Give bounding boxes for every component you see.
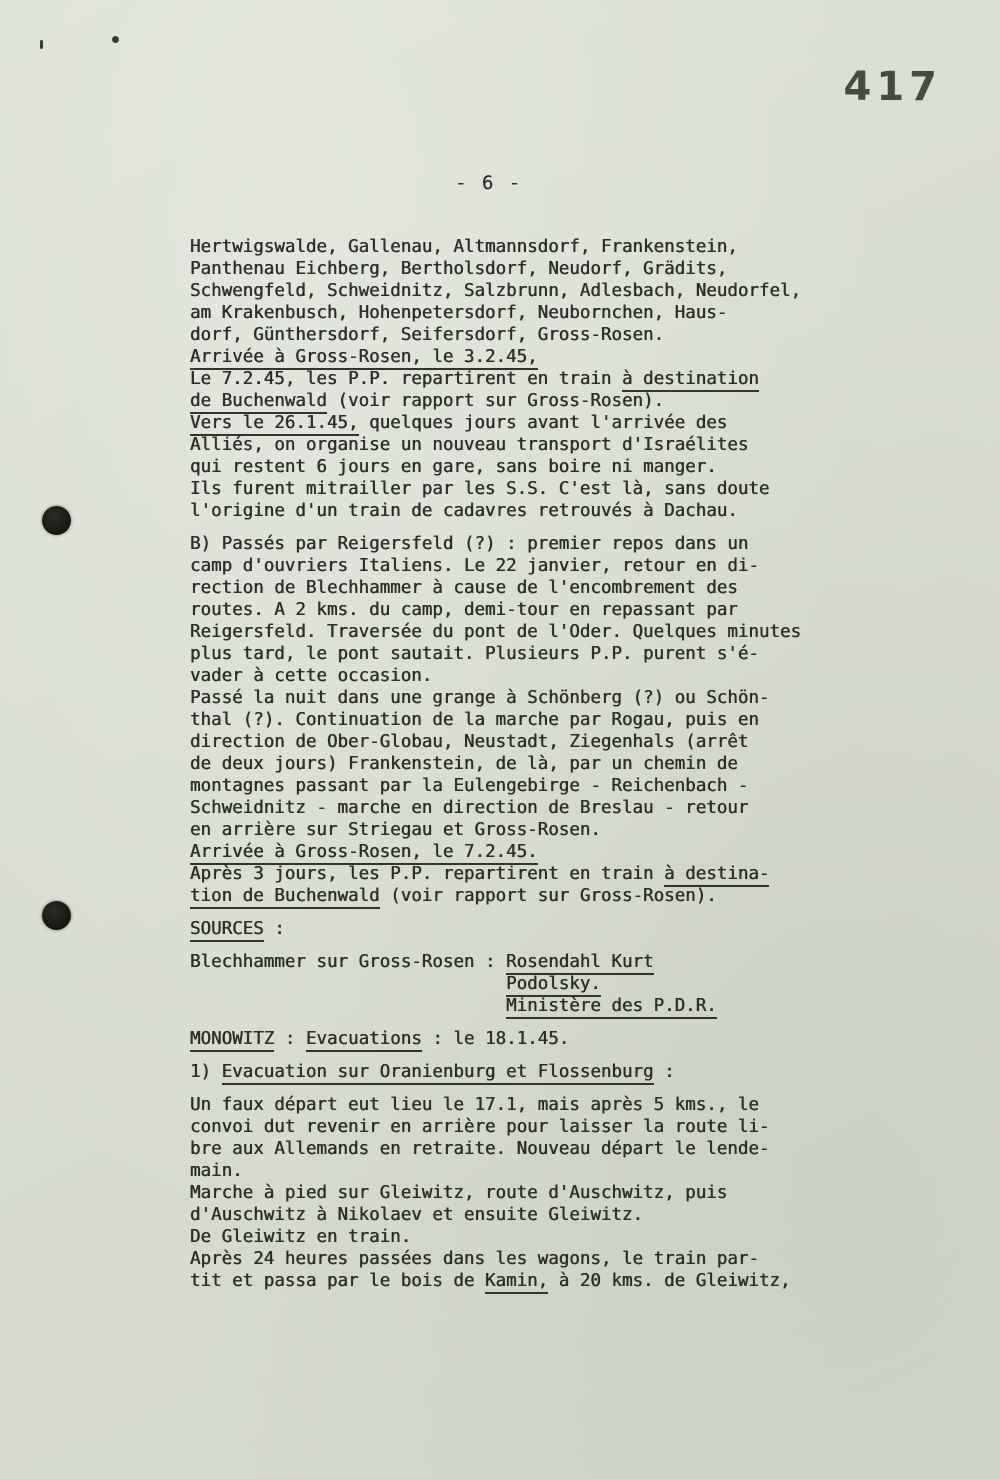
- text-segment: :: [653, 1062, 675, 1082]
- text-segment: plus tard, le pont sautait. Plusieurs P.P. purent s'é-: [190, 644, 759, 664]
- text-segment: vader à cette occasion.: [190, 666, 433, 686]
- text-line: [190, 1270, 950, 1292]
- hole-punch-bottom: [42, 901, 71, 930]
- text-line: [190, 302, 950, 324]
- text-segment: 1): [190, 1062, 222, 1082]
- text-segment: Reigersfeld. Traversée du pont de l'Oder. Quelques minutes: [190, 622, 802, 642]
- text-segment: convoi dut revenir en arrière pour laisser la route li-: [190, 1117, 770, 1137]
- text-line: [190, 412, 950, 434]
- text-line: [190, 797, 950, 819]
- underlined-text: MONOWITZ: [190, 1029, 274, 1052]
- blank-line: [190, 522, 950, 533]
- text-line: [190, 1226, 950, 1248]
- text-line: [190, 775, 950, 797]
- text-line: [190, 951, 950, 973]
- page-corner-number: 417: [843, 64, 942, 110]
- text-line: [190, 1116, 950, 1138]
- text-segment: Passé la nuit dans une grange à Schönberg (?) ou Schön-: [190, 688, 770, 708]
- underlined-text: tion de Buchenwald: [190, 886, 380, 909]
- text-segment: :: [263, 919, 285, 939]
- document-body: [190, 236, 950, 1292]
- text-segment: main.: [190, 1161, 243, 1181]
- text-line: [190, 500, 950, 522]
- underlined-text: Arrivée à Gross-Rosen, le 7.2.45.: [190, 842, 538, 865]
- hole-punch-top: [42, 506, 71, 535]
- text-line: [190, 368, 950, 390]
- text-line: [190, 599, 950, 621]
- text-segment: am Krakenbusch, Hohenpetersdorf, Neubornchen, Haus-: [190, 303, 728, 323]
- text-segment: quelques jours avant l'arrivée des: [358, 413, 728, 433]
- text-line: [190, 687, 950, 709]
- text-line: [190, 1160, 950, 1182]
- text-line: [190, 555, 950, 577]
- text-line: [190, 819, 950, 841]
- text-segment: routes. A 2 kms. du camp, demi-tour en repassant par: [190, 600, 738, 620]
- text-segment: en arrière sur Striegau et Gross-Rosen.: [190, 820, 601, 840]
- text-segment: (voir rapport sur Gross-Rosen).: [379, 886, 717, 906]
- text-segment: l'origine d'un train de cadavres retrouvés à Dachau.: [190, 501, 738, 521]
- text-line: [190, 434, 950, 456]
- text-line: [190, 995, 950, 1017]
- text-segment: de deux jours) Frankenstein, de là, par un chemin de: [190, 754, 738, 774]
- underlined-text: Evacuation sur Oranienburg et Flossenburg: [222, 1062, 654, 1085]
- text-line: [190, 577, 950, 599]
- text-segment: bre aux Allemands en retraite. Nouveau départ le lende-: [190, 1139, 770, 1159]
- text-line: [190, 918, 950, 940]
- text-line: [190, 731, 950, 753]
- text-segment: [190, 996, 506, 1016]
- text-segment: Marche à pied sur Gleiwitz, route d'Auschwitz, puis: [190, 1183, 728, 1203]
- text-segment: dorf, Günthersdorf, Seifersdorf, Gross-Rosen.: [190, 325, 665, 345]
- text-segment: tit et passa par le bois de: [190, 1271, 486, 1291]
- text-line: [190, 885, 950, 907]
- blank-line: [190, 940, 950, 951]
- underlined-text: à destination: [622, 369, 759, 392]
- ink-speck: [40, 40, 43, 49]
- text-line: [190, 1182, 950, 1204]
- text-segment: [190, 974, 506, 994]
- text-line: [190, 236, 950, 258]
- text-segment: Un faux départ eut lieu le 17.1, mais après 5 kms., le: [190, 1095, 759, 1115]
- text-line: [190, 390, 950, 412]
- text-segment: De Gleiwitz en train.: [190, 1227, 412, 1247]
- text-segment: : le 18.1.45.: [421, 1029, 570, 1049]
- underlined-text: Kamin,: [485, 1271, 548, 1294]
- text-segment: Ils furent mitrailler par les S.S. C'est là, sans doute: [190, 479, 770, 499]
- text-segment: à 20 kms. de Gleiwitz,: [548, 1271, 791, 1291]
- text-line: [190, 258, 950, 280]
- underlined-text: de Buchenwald: [190, 391, 327, 414]
- blank-line: [190, 1050, 950, 1061]
- text-line: [190, 863, 950, 885]
- text-line: [190, 1138, 950, 1160]
- underlined-text: Ministère des P.D.R.: [506, 996, 717, 1019]
- text-line: [190, 709, 950, 731]
- text-segment: B) Passés par Reigersfeld (?) : premier repos dans un: [190, 534, 749, 554]
- text-segment: :: [274, 1029, 306, 1049]
- text-line: [190, 621, 950, 643]
- text-segment: Le 7.2.45, les P.P. repartirent en train: [190, 369, 622, 389]
- text-line: [190, 456, 950, 478]
- text-line: [190, 841, 950, 863]
- ink-speck: [112, 36, 119, 43]
- text-line: [190, 1028, 950, 1050]
- text-line: [190, 1061, 950, 1083]
- text-line: [190, 324, 950, 346]
- text-segment: Après 24 heures passées dans les wagons, le train par-: [190, 1249, 759, 1269]
- underlined-text: SOURCES: [190, 919, 264, 942]
- underlined-text: Rosendahl Kurt: [506, 952, 654, 975]
- text-line: [190, 533, 950, 555]
- text-line: [190, 665, 950, 687]
- text-segment: montagnes passant par la Eulengebirge - Reichenbach -: [190, 776, 749, 796]
- text-line: [190, 1204, 950, 1226]
- text-segment: rection de Blechhammer à cause de l'encombrement des: [190, 578, 738, 598]
- text-segment: d'Auschwitz à Nikolaev et ensuite Gleiwitz.: [190, 1205, 644, 1225]
- text-segment: Blechhammer sur Gross-Rosen :: [190, 952, 507, 972]
- text-line: [190, 346, 950, 368]
- text-line: [190, 643, 950, 665]
- text-segment: Hertwigswalde, Gallenau, Altmannsdorf, Frankenstein,: [190, 237, 738, 257]
- text-segment: Panthenau Eichberg, Bertholsdorf, Neudorf, Grädits,: [190, 259, 728, 279]
- text-line: [190, 1094, 950, 1116]
- text-segment: Schweidnitz - marche en direction de Breslau - retour: [190, 798, 749, 818]
- text-segment: direction de Ober-Globau, Neustadt, Ziegenhals (arrêt: [190, 732, 749, 752]
- text-line: [190, 973, 950, 995]
- text-line: [190, 478, 950, 500]
- text-line: [190, 1248, 950, 1270]
- underlined-text: Evacuations: [306, 1029, 422, 1052]
- underlined-text: Vers le 26.1.45,: [190, 413, 359, 436]
- text-segment: thal (?). Continuation de la marche par Rogau, puis en: [190, 710, 759, 730]
- text-segment: qui restent 6 jours en gare, sans boire ni manger.: [190, 457, 717, 477]
- page-number: - 6 -: [455, 172, 523, 194]
- underlined-text: Podolsky.: [506, 974, 601, 997]
- text-line: [190, 753, 950, 775]
- text-line: [190, 280, 950, 302]
- underlined-text: Arrivée à Gross-Rosen, le 3.2.45,: [190, 347, 538, 370]
- text-segment: camp d'ouvriers Italiens. Le 22 janvier, retour en di-: [190, 556, 759, 576]
- text-segment: Alliés, on organise un nouveau transport d'Israélites: [190, 435, 749, 455]
- text-segment: Après 3 jours, les P.P. repartirent en train: [190, 864, 665, 884]
- text-segment: Schwengfeld, Schweidnitz, Salzbrunn, Adlesbach, Neudorfel,: [190, 281, 802, 301]
- underlined-text: à destina-: [664, 864, 769, 887]
- text-segment: (voir rapport sur Gross-Rosen).: [326, 391, 665, 411]
